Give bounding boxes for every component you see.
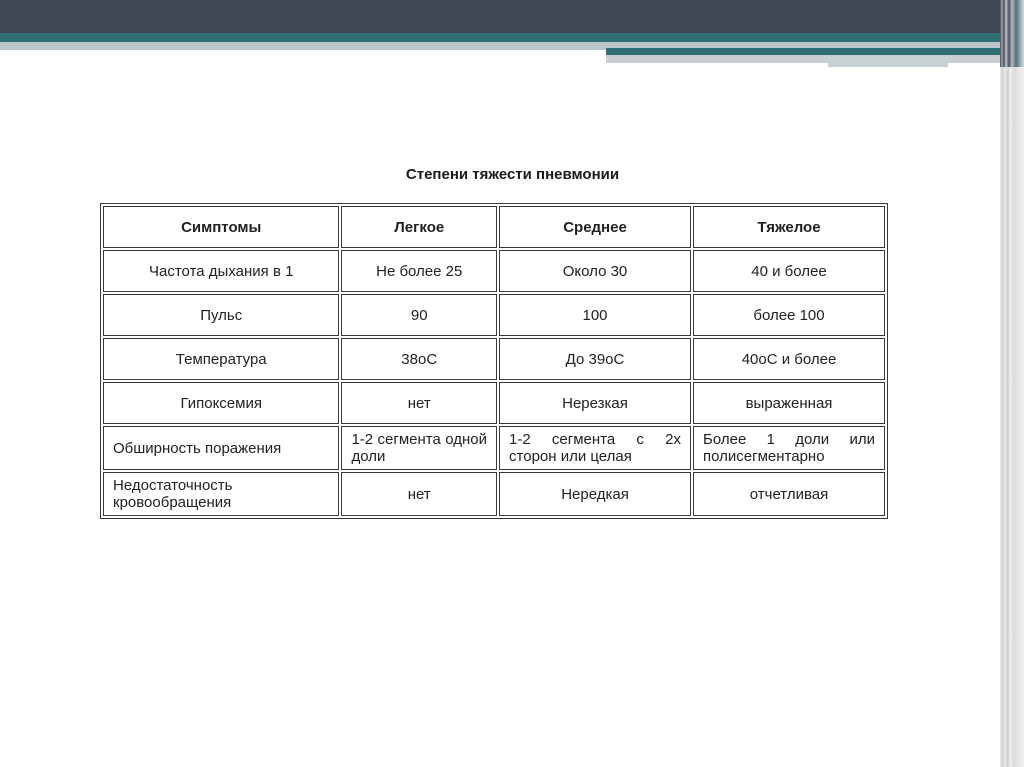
row-mild-cell: Не более 25 [341,250,497,292]
table-row [103,294,885,336]
row-mild-cell: нет [341,472,497,516]
severity-table [100,203,888,519]
table-row [103,426,885,470]
slide-edge-header [1000,0,1024,67]
row-moderate-cell: Нерезкая [499,382,691,424]
slide-sub-band [606,55,1000,63]
table-header-row [103,206,885,248]
slide-sub-stripe [606,48,1000,55]
row-moderate-cell: До 39оС [499,338,691,380]
slide-header-bar [0,0,1000,33]
table-row [103,250,885,292]
row-moderate-cell: 100 [499,294,691,336]
slide-accent-stripe [0,33,1000,42]
row-symptom-cell: Пульс [103,294,339,336]
row-mild-cell: 90 [341,294,497,336]
row-mild-cell: 38оС [341,338,497,380]
row-severe-cell: отчетливая [693,472,885,516]
table-row [103,338,885,380]
row-moderate-cell: 1-2 сегмента с 2х сторон или целая [499,426,691,470]
row-symptom-cell: Обширность поражения [103,426,339,470]
table-title: Степени тяжести пневмонии [405,166,620,183]
row-severe-cell: Более 1 доли или полисегментарно [693,426,885,470]
slide-sub-band-tail [828,63,948,67]
row-moderate-cell: Около 30 [499,250,691,292]
row-severe-cell: 40оС и более [693,338,885,380]
slide-edge-shadow [1000,0,1024,767]
table-row [103,382,885,424]
header-symptoms: Симптомы [103,206,339,248]
row-mild-cell: нет [341,382,497,424]
row-symptom-cell: Температура [103,338,339,380]
row-symptom-cell: Недостаточность кровообращения [103,472,339,516]
header-moderate: Среднее [499,206,691,248]
row-severe-cell: более 100 [693,294,885,336]
header-mild: Легкое [341,206,497,248]
row-mild-cell: 1-2 сегмента одной доли [341,426,497,470]
row-severe-cell: 40 и более [693,250,885,292]
header-severe: Тяжелое [693,206,885,248]
row-symptom-cell: Гипоксемия [103,382,339,424]
row-severe-cell: выраженная [693,382,885,424]
table-row [103,472,885,516]
row-moderate-cell: Нередкая [499,472,691,516]
row-symptom-cell: Частота дыхания в 1 [103,250,339,292]
